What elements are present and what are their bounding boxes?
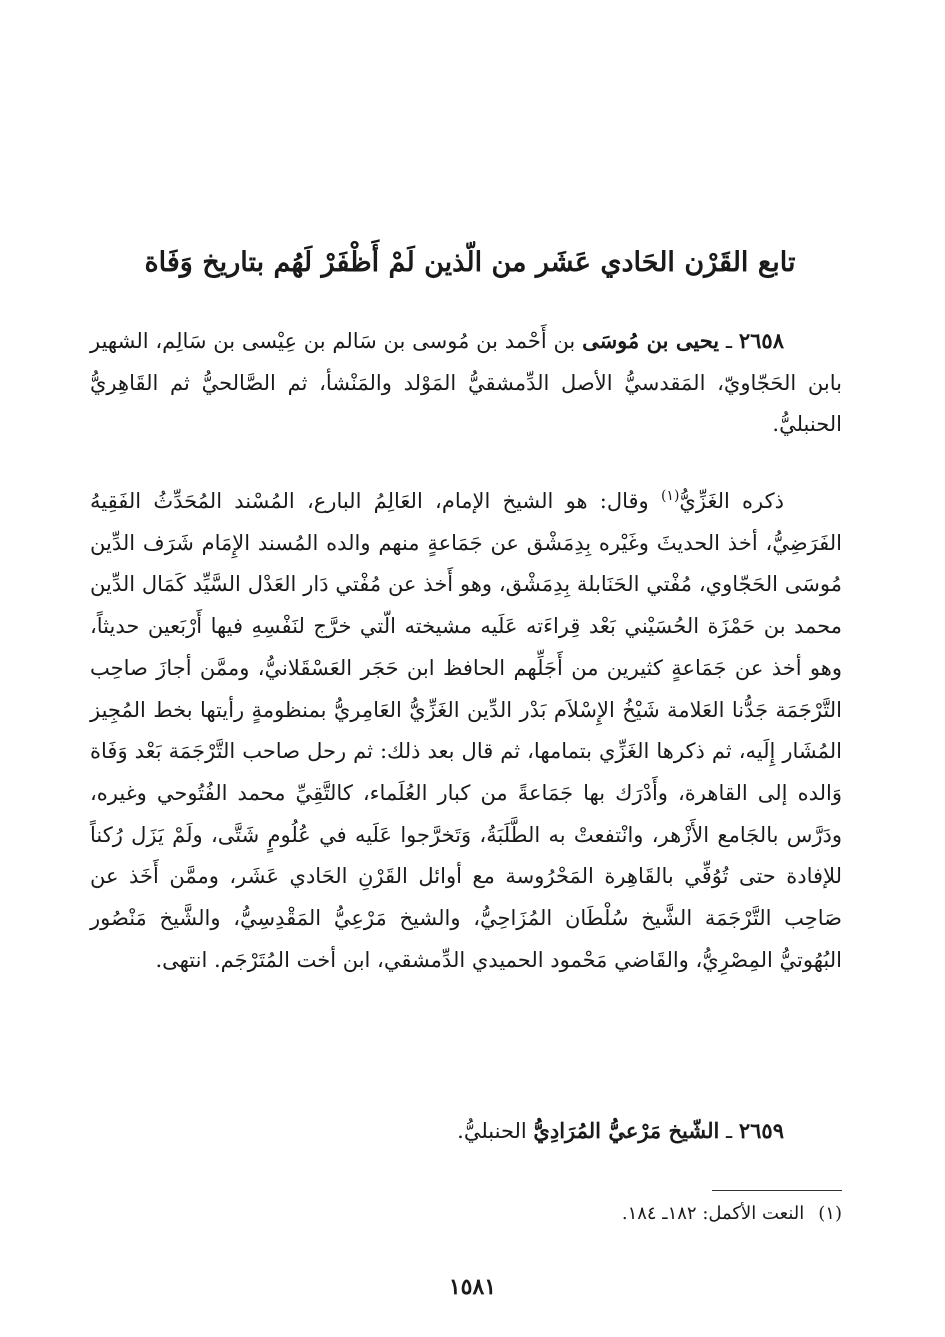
- footnote-mark: (١): [818, 1203, 842, 1224]
- entry-lineage-text: الحنبليُّ.: [457, 1119, 534, 1143]
- entry-dash: ـ: [719, 329, 739, 353]
- footnote-reference: (١): [660, 488, 680, 504]
- footnote-divider: [712, 1190, 842, 1191]
- entry-name: الشّيخ مَرْعيُّ المُرَادِيُّ: [533, 1118, 720, 1143]
- biography-entry-2659: [90, 1110, 842, 1153]
- section-heading: تابع القَرْن الحَادي عَشَر من الّذين لَمْ أَظْفَرْ لَهُم بتاريخ وَفَاة: [144, 247, 796, 279]
- paragraph-lead: ذكره الغَزِّيُّ: [679, 489, 784, 513]
- biography-paragraph: [90, 476, 842, 981]
- entry-number: ٢٦٥٨: [738, 328, 784, 353]
- entry-number: ٢٦٥٩: [738, 1118, 784, 1143]
- biography-entry-2658: [90, 320, 842, 446]
- entry-name: يحيى بن مُوسَى: [582, 328, 720, 353]
- footnote-text: النعت الأكمل: ١٨٢ـ ١٨٤.: [621, 1203, 805, 1224]
- entry-dash: ـ: [719, 1119, 739, 1143]
- entry-lineage-text: بن أَحْمد بن مُوسى بن سَالم بن عِيْسى بن سَالِم، الشهير بابن الحَجّاويّ، المَقدسيُّ الأصل الدِّمشقيُّ المَوْلد والمَنْشأ، ثم الصَّالحيُّ ثم القَاهِريُّ الحنبليُّ.: [90, 329, 842, 437]
- page-number: ١٥٨١: [448, 1274, 497, 1300]
- footnote: [300, 1198, 842, 1230]
- paragraph-text: وقال: هو الشيخ الإمام، العَالِمُ البارع، المُسْند المُحَدِّثُ الفَقِيهُ الفَرَضِيُّ، أخذ الحديثَ وغَيْره بِدِمَشْق عن جَمَاعةٍ منهم والده المُسند الإِمَام شَرَف الدِّين مُوسَى الحَجّاوي، مُفْتي الحَنَابلة بِدِمَشْق، وهو أَخذ عن مُفْتي دَار العَدْل السَّيِّد كَمَال الدِّين محمد بن حَمْزَة الحُسَيْني بَعْد قِراءَته عَلَيه مشيخته الّتي خرَّج لنَفْسِهِ فيها أَرْبَعين حديثاً، وهو أخذ عن جَمَاعةٍ كثيرين من أَجَلِّهم الحافظ ابن حَجَر العَسْقَلانيُّ، وممَّن أجازَ صاحِب التَّرْجَمَة جَدُّنا العَلامة شَيْخُ الإِسْلاَم بَدْر الدِّين الغَزِّيُّ العَامِريُّ بمنظومةٍ رأيتها بخط المُجِيز المُشَار إِلَيه، ثم ذكرها الغَزِّي بتمامها، ثم قال بعد ذلك: ثم رحل صاحب التَّرْجَمَة بَعْد وَفَاة وَالده إلى القاهرة، وأَدْرَك بها جَمَاعةً من كبار العُلَماء، كالتَّقِيِّ محمد الفُتُوحي وغيره، ودَرَّس بالجَامع الأَزْهر، وانْتفعتْ به الطَّلَبَةُ، وَتَخرَّجوا عَلَيه في عُلُومٍ شَتَّى، ولَمْ يَزَل رُكناً للإفادة حتى تُوُفِّي بالقَاهِرة المَحْرُوسة مع أوائل القَرْنِ الحَادي عَشَر، وممَّن أَخَذ عن صَاحِب التَّرْجَمَة الشَّيخ سُلْطَان المُزَاحِيُّ، والشيخ مَرْعِيُّ المَقْدِسِيُّ، والشَّيخ مَنْصُور البُهُوتيُّ المِصْرِيُّ، والقَاضي مَحْمود الحميدي الدِّمشقي، ابن أخت المُتَرْجَم. انتهى.: [90, 489, 842, 972]
